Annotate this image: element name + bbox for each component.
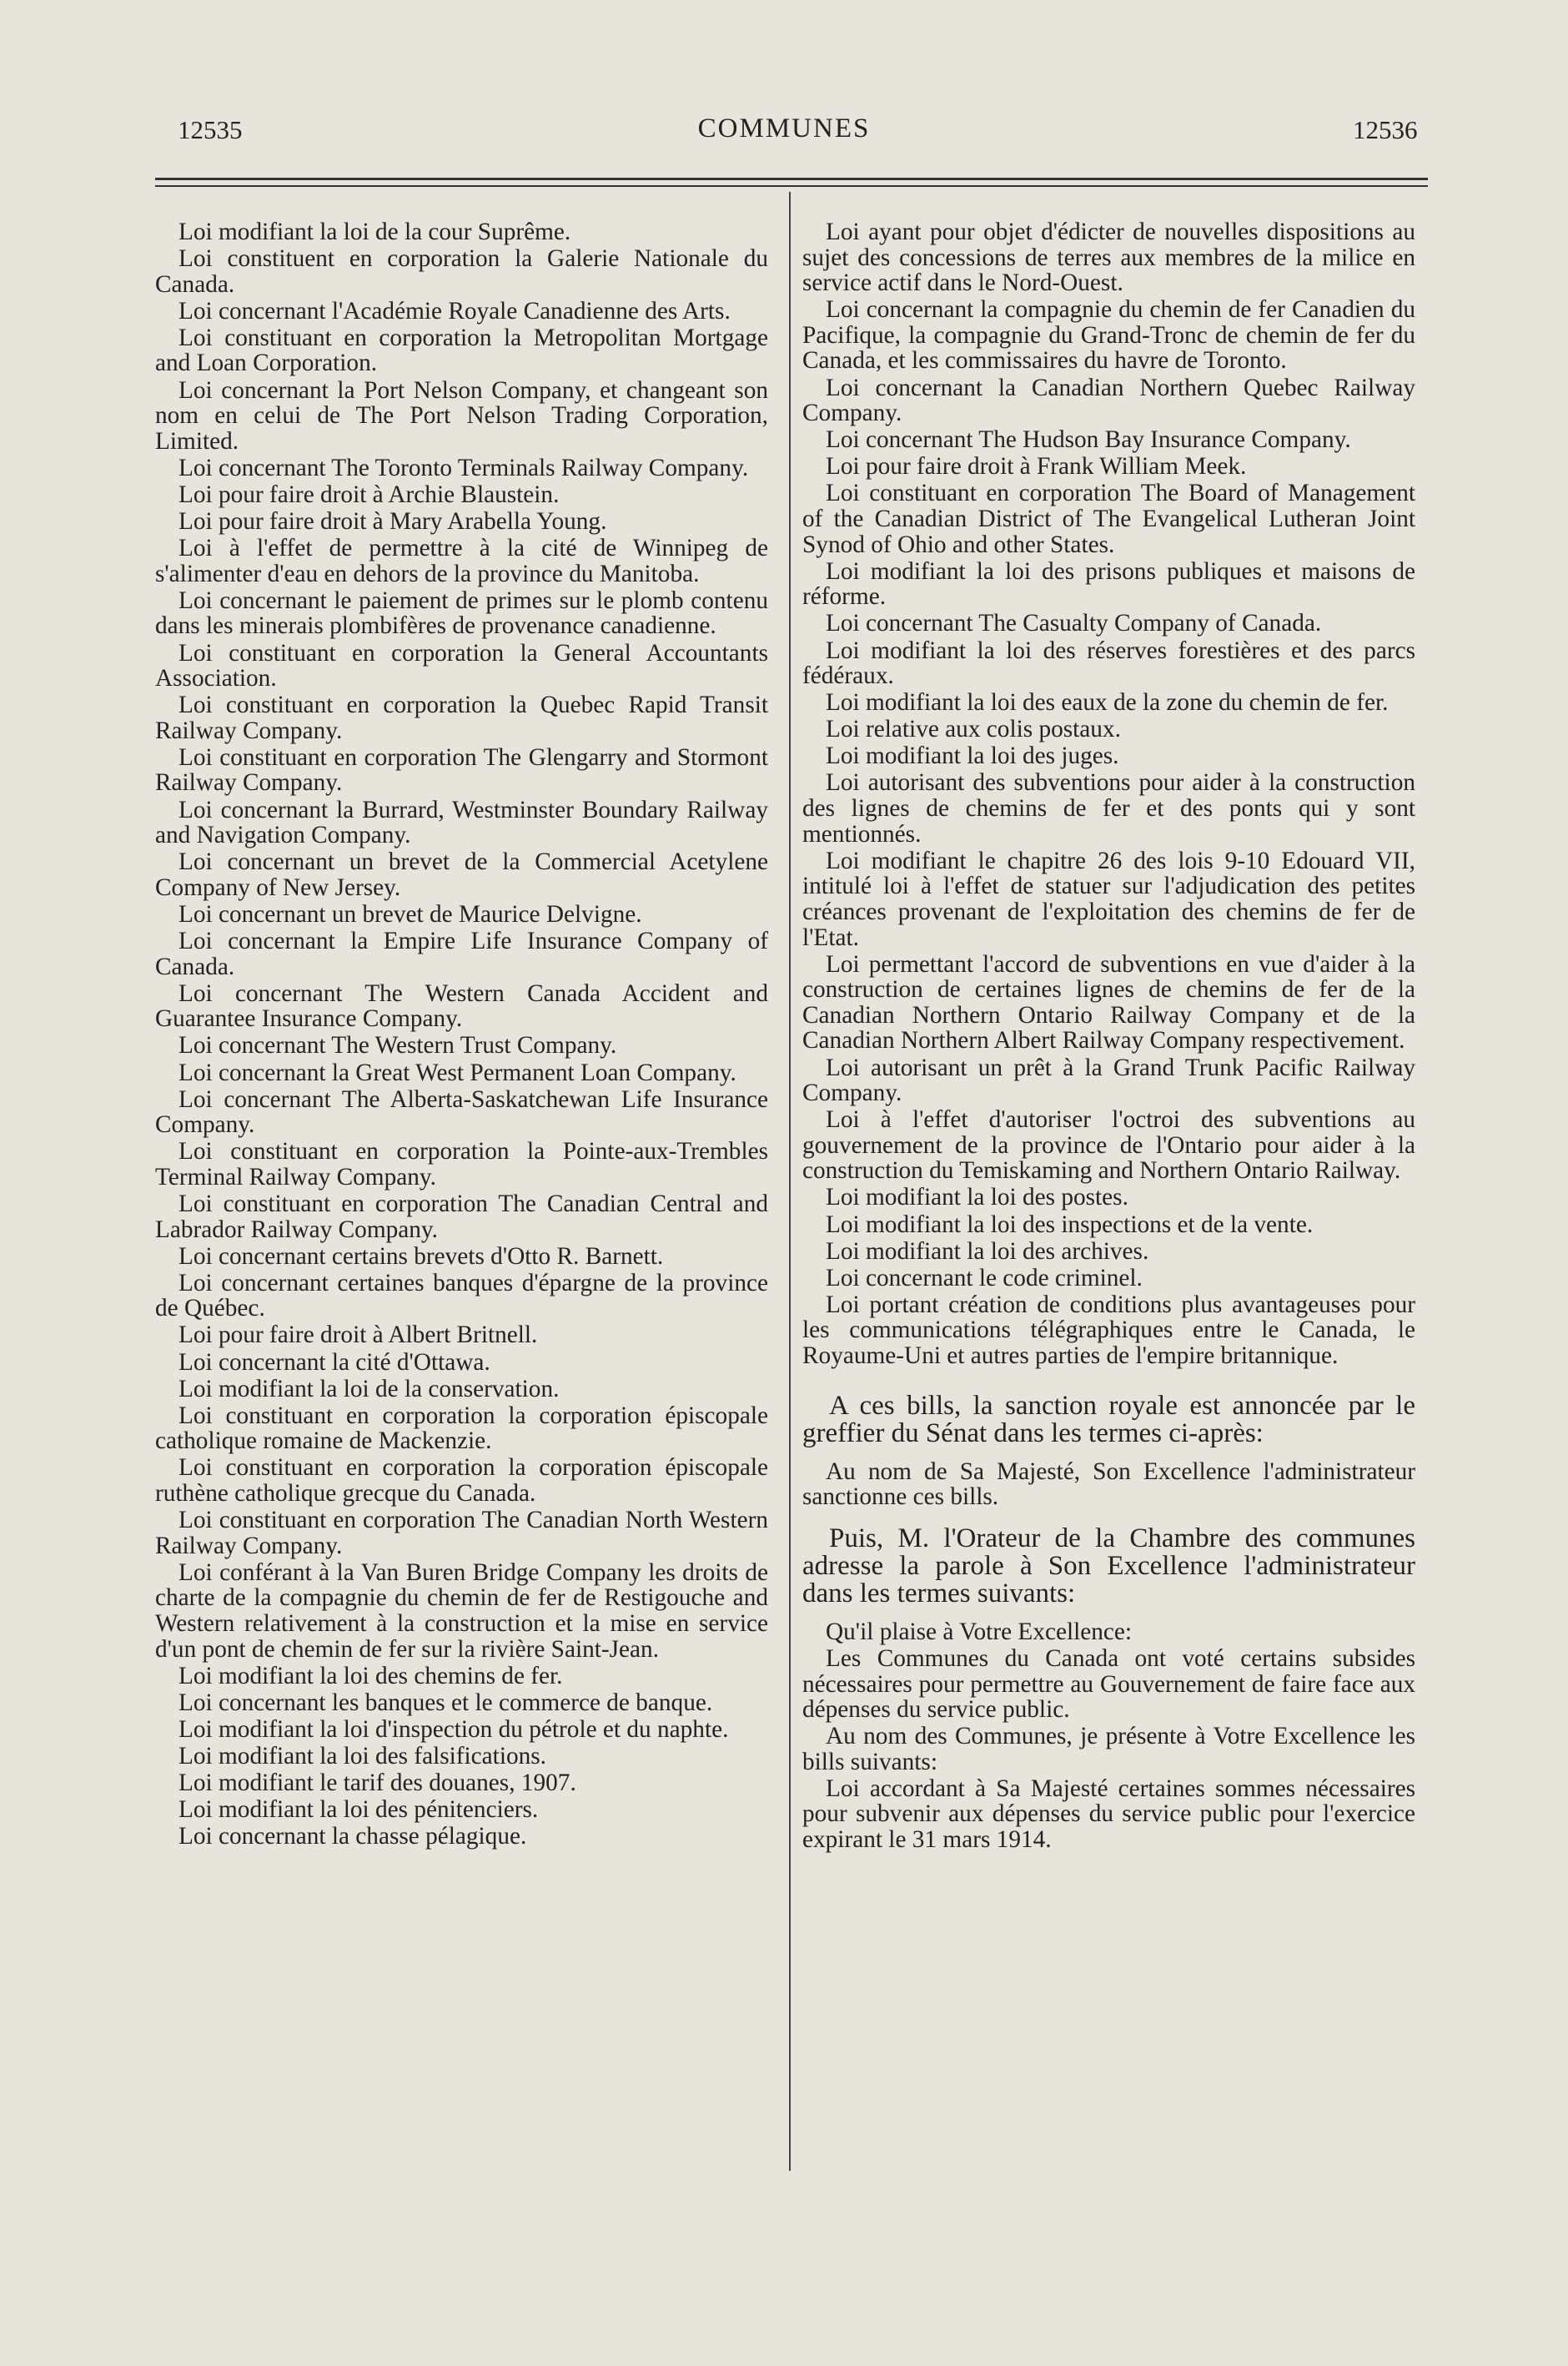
bill-entry: Loi constituant en corporation la General Accountants Association. (155, 639, 768, 692)
bill-entry: Loi concernant la Empire Life Insurance Company of Canada. (155, 928, 768, 980)
bill-entry: Loi à l'effet de permettre à la cité de Winnipeg de s'alimenter d'eau en dehors de la province du Manitoba. (155, 535, 768, 587)
bill-entry: Loi concernant le paiement de primes sur le plomb contenu dans les minerais plombifères de provenance canadienne. (155, 586, 768, 640)
bill-entry: Loi ayant pour objet d'édicter de nouvelles dispositions au sujet des concessions de terres aux membres de la milice en service actif dans le Nord-Ouest. (802, 219, 1415, 297)
bill-entry: Loi concernant The Casualty Company of Canada. (826, 610, 1322, 637)
bill-entry: Loi modifiant la loi de la conservation. (178, 1375, 560, 1402)
bill-entry: Loi modifiant la loi des réserves forestières et des parcs fédéraux. (802, 637, 1415, 690)
bill-entry: Loi autorisant des subventions pour aider à la construction des lignes de chemins de fer et des ponts qui y sont mentionnés. (802, 769, 1415, 848)
bill-entry: Loi pour faire droit à Albert Britnell. (178, 1321, 538, 1349)
bill-entry: Loi pour faire droit à Mary Arabella Young. (178, 508, 607, 536)
bill-entry: Loi autorisant un prêt à la Grand Trunk Pacific Railway Company. (802, 1054, 1415, 1107)
bill-entry: Loi modifiant la loi d'inspection du pétrole et du naphte. (178, 1715, 729, 1743)
bill-entry: Loi constituant en corporation The Canadian North Western Railway Company. (155, 1507, 768, 1559)
bill-entry: Loi concernant la Great West Permanent Loan Company. (178, 1059, 736, 1086)
bill-entry: Loi modifiant la loi des postes. (826, 1184, 1128, 1211)
bill-entry: Loi modifiant la loi des inspections et de la vente. (826, 1211, 1314, 1238)
bill-entry: Loi modifiant la loi des eaux de la zone du chemin de fer. (826, 689, 1389, 717)
bill-entry: Loi constituant en corporation la corporation épiscopale ruthène catholique grecque du Canada. (155, 1454, 768, 1507)
bill-entry: Loi pour faire droit à Archie Blaustein. (178, 481, 560, 508)
bill-entry: Loi pour faire droit à Frank William Meek. (826, 453, 1247, 481)
page-title: COMMUNES (697, 113, 871, 143)
address-paragraph: Les Communes du Canada ont voté certains subsides nécessaires pour permettre au Gouvernement de faire face aux dépenses du service public. (802, 1644, 1415, 1724)
bill-entry: Loi modifiant la loi de la cour Suprême. (178, 219, 571, 245)
bill-entry: Loi portant création de conditions plus avantageuses pour les communications télégraphiques entre le Canada, le Royaume-Uni et autres parties de l'empire britannique. (802, 1291, 1415, 1370)
bill-entry: Loi relative aux colis postaux. (826, 716, 1121, 743)
speaker-address-intro: Puis, M. l'Orateur de la Chambre des communes adresse la parole à Son Excellence l'administrateur dans les termes suivants: (802, 1523, 1415, 1608)
bill-entry: Loi constituant en corporation la Pointe-aux-Trembles Terminal Railway Company. (155, 1138, 768, 1191)
bill-entry: Loi concernant The Alberta-Saskatchewan Life Insurance Company. (155, 1085, 768, 1139)
left-page-number: 12535 (178, 115, 243, 144)
bill-entry: Loi constituant en corporation The Canadian Central and Labrador Railway Company. (155, 1190, 768, 1243)
bill-entry: Loi concernant la chasse pélagique. (178, 1823, 527, 1850)
bill-entry: Loi à l'effet d'autoriser l'octroi des subventions au gouvernement de la province de l'Ontario pour aider à la construction du Temiskaming and Northern Ontario Railway. (802, 1106, 1415, 1185)
bill-entry: Loi concernant The Western Canada Accident and Guarantee Insurance Company. (155, 979, 768, 1033)
left-column (155, 219, 768, 1850)
address-salutation: Qu'il plaise à Votre Excellence: (826, 1618, 1133, 1645)
header-rule-top (155, 178, 1428, 180)
bill-entry: Loi constituant en corporation la Quebec Rapid Transit Railway Company. (155, 692, 768, 744)
bill-entry: Loi concernant la Burrard, Westminster Boundary Railway and Navigation Company. (155, 796, 768, 849)
bill-entry: Loi modifiant le chapitre 26 des lois 9-10 Edouard VII, intitulé loi à l'effet de statuer sur l'adjudication des petites créances provenant de l'exploitation des chemins de fer de l'Etat. (802, 847, 1415, 951)
bill-entry: Loi concernant certains brevets d'Otto R. Barnett. (178, 1242, 664, 1270)
bill-entry: Loi modifiant la loi des juges. (826, 743, 1119, 770)
bill-entry: Loi modifiant le tarif des douanes, 1907. (178, 1769, 576, 1797)
supply-bill-entry: Loi accordant à Sa Majesté certaines sommes nécessaires pour subvenir aux dépenses du service public pour l'exercice expirant le 31 mars 1914. (802, 1774, 1415, 1854)
bill-entry: Loi constituant en corporation la corporation épiscopale catholique romaine de Mackenzie. (155, 1402, 768, 1455)
header-rule-bottom (155, 185, 1428, 187)
bill-entry: Loi constituant en corporation la Metropolitan Mortgage and Loan Corporation. (155, 324, 768, 377)
bill-entry: Loi concernant The Hudson Bay Insurance Company. (826, 426, 1351, 454)
bill-entry: Loi concernant la cité d'Ottawa. (178, 1348, 490, 1376)
bill-entry: Loi concernant le code criminel. (826, 1264, 1143, 1291)
bill-entry: Loi constituant en corporation The Glengarry and Stormont Railway Company. (155, 743, 768, 797)
bill-entry: Loi modifiant la loi des pénitenciers. (178, 1796, 539, 1824)
address-paragraph: Au nom des Communes, je présente à Votre Excellence les bills suivants: (802, 1723, 1415, 1775)
bill-entry: Loi concernant certaines banques d'épargne de la province de Québec. (155, 1269, 768, 1322)
column-divider (789, 192, 791, 2171)
bill-entry: Loi conférant à la Van Buren Bridge Company les droits de charte de la compagnie du chemin de fer de Restigouche and Western relativement à la construction et la mise en service d'un pont de chemin de fer sur la rivière Saint-Jean. (155, 1558, 768, 1663)
bill-entry: Loi constituent en corporation la Galerie Nationale du Canada. (155, 245, 768, 298)
bill-entry: Loi concernant la Port Nelson Company, et changeant son nom en celui de The Port Nelson Trading Corporation, Limited. (155, 376, 768, 455)
bill-entry: Loi concernant The Western Trust Company. (178, 1032, 617, 1060)
bill-entry: Loi concernant la compagnie du chemin de fer Canadien du Pacifique, la compagnie du Grand-Tronc de chemin de fer du Canada, et les commissaires du havre de Toronto. (802, 296, 1415, 375)
royal-sanction-announcement: A ces bills, la sanction royale est annoncée par le greffier du Sénat dans les termes ci-après: (802, 1390, 1415, 1448)
right-page-number: 12536 (1353, 115, 1418, 144)
right-column (802, 219, 1415, 1854)
bill-entry: Loi concernant l'Académie Royale Canadienne des Arts. (178, 297, 731, 325)
bill-entry: Loi modifiant la loi des prisons publiques et maisons de réforme. (802, 557, 1415, 611)
bill-entry: Loi modifiant la loi des chemins de fer. (178, 1662, 563, 1689)
bill-entry: Loi modifiant la loi des archives. (826, 1237, 1149, 1265)
bill-entry: Loi concernant un brevet de la Commercial Acetylene Company of New Jersey. (155, 848, 768, 901)
bill-entry: Loi permettant l'accord de subventions en vue d'aider à la construction de certaines lignes de chemins de fer de la Canadian Northern Ontario Railway Company et de la Canadian Northern Albert Railway Company respectivement. (802, 950, 1415, 1055)
bill-entry: Loi constituant en corporation The Board of Management of the Canadian District of The Evangelical Lutheran Joint Synod of Ohio and other States. (802, 480, 1415, 558)
bill-entry: Loi concernant The Toronto Terminals Railway Company. (178, 454, 749, 481)
bill-entry: Loi concernant les banques et le commerce de banque. (178, 1689, 713, 1716)
bill-entry: Loi concernant la Canadian Northern Quebec Railway Company. (802, 374, 1415, 427)
royal-assent-statement: Au nom de Sa Majesté, Son Excellence l'administrateur sanctionne ces bills. (802, 1457, 1415, 1511)
bill-entry: Loi modifiant la loi des falsifications. (178, 1742, 546, 1769)
bill-entry: Loi concernant un brevet de Maurice Delvigne. (178, 900, 642, 928)
